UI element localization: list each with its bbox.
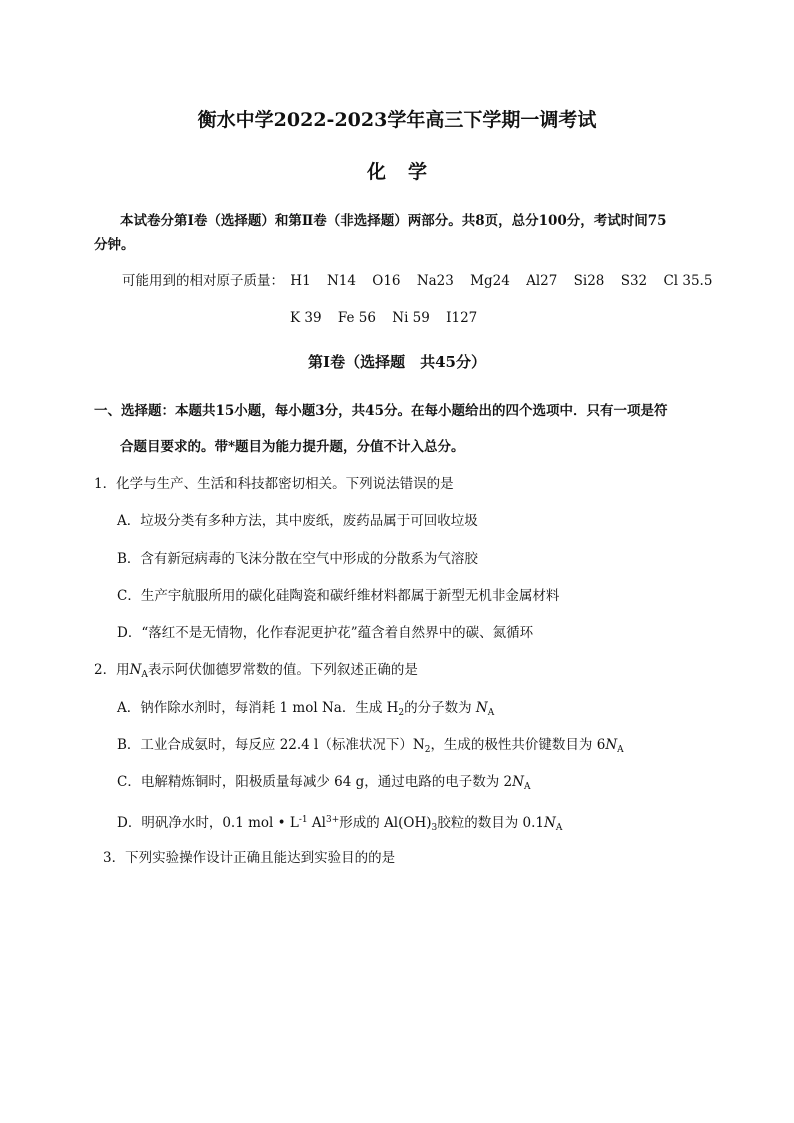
- mass-mg: Mg24: [470, 273, 510, 289]
- q2-b-subscript: 2: [424, 745, 431, 755]
- q1-option-d: D．“落红不是无情物，化作春泥更护花”蕴含着自然界中的碳、氮循环: [117, 625, 534, 641]
- q2-d-na-sub: A: [555, 823, 563, 833]
- section-1-title: 第Ⅰ卷（选择题 共45分）: [308, 353, 486, 371]
- section-1-instruction-2: 合题目要求的。带*题目为能力提升题，分值不计入总分。: [120, 439, 465, 455]
- mass-si: Si28: [573, 273, 605, 289]
- q2-d-text-2: Al: [307, 815, 326, 831]
- mass-cl: Cl 35.5: [663, 273, 713, 289]
- q2-c-na-sub: A: [523, 782, 531, 792]
- q2-d-text-3: 形成的 Al(OH): [339, 815, 432, 831]
- q2-a-text: A．钠作除水剂时，每消耗 1 mol Na．生成 H: [117, 700, 399, 716]
- q2-b-na-sub: A: [617, 745, 624, 755]
- q2-c-na: N: [512, 774, 524, 790]
- mass-s: S32: [620, 273, 648, 289]
- mass-ni: Ni 59: [392, 310, 430, 326]
- q2-option-c: [117, 773, 530, 796]
- q1-option-c: C．生产宇航服所用的碳化硅陶瓷和碳纤维材料都属于新型无机非金属材料: [117, 588, 560, 604]
- mass-fe: Fe 56: [337, 310, 376, 326]
- subject-title: 化学: [366, 161, 449, 183]
- q2-b-text-2: ，生成的极性共价键数目为 6: [430, 737, 606, 753]
- atomic-masses-label: 可能用到的相对原子质量：: [122, 273, 284, 289]
- q2-d-text-4: 胶粒的数目为 0.1: [437, 815, 544, 831]
- mass-h: H1: [290, 273, 311, 289]
- q1-option-b: B．含有新冠病毒的飞沫分散在空气中形成的分散系为气溶胶: [117, 551, 478, 567]
- q2-na-subscript: A: [141, 670, 148, 680]
- q2-stem: [94, 661, 418, 684]
- q2-stem-pre: 2．用: [94, 662, 130, 678]
- mass-o: O16: [372, 273, 401, 289]
- q2-c-text: C．电解精炼铜时，阳极质量每减少 64 g，通过电路的电子数为 2: [117, 774, 513, 790]
- exam-title: 衡水中学2022-2023学年高三下学期一调考试: [197, 109, 597, 131]
- intro-line-2: 分钟。: [94, 237, 135, 253]
- q2-b-text: B．工业合成氨时，每反应 22.4 l（标准状况下）N: [117, 737, 425, 753]
- q2-option-a: [117, 699, 494, 722]
- q2-a-na-sub: A: [487, 708, 495, 718]
- q2-a-subscript: 2: [398, 708, 405, 718]
- q2-a-na: N: [475, 700, 488, 716]
- intro-line-1: 本试卷分第Ⅰ卷（选择题）和第Ⅱ卷（非选择题）两部分。共8页，总分100分，考试时间75: [120, 213, 667, 229]
- q2-na-symbol: N: [129, 662, 142, 678]
- q2-d-superscript-2: 3+: [325, 815, 340, 825]
- mass-na: Na23: [416, 273, 454, 289]
- section-1-instruction-1: 一、选择题：本题共15小题，每小题3分，共45分。在每小题给出的四个选项中．只有一项是符: [94, 403, 668, 419]
- mass-k: K 39: [290, 310, 322, 326]
- q2-d-text: D．明矾净水时，0.1 mol • L: [117, 815, 299, 831]
- atomic-masses-row-1: [122, 272, 724, 290]
- q2-d-na: N: [544, 815, 556, 831]
- q2-d-superscript: -1: [298, 815, 308, 825]
- q2-option-d: [117, 811, 562, 837]
- mass-n: N14: [326, 273, 356, 289]
- q2-d-subscript: 3: [431, 823, 438, 833]
- q2-stem-post: 表示阿伏伽德罗常数的值。下列叙述正确的是: [147, 662, 418, 678]
- q1-stem: 1．化学与生产、生活和科技都密切相关。下列说法错误的是: [94, 476, 454, 492]
- q1-option-a: A．垃圾分类有多种方法，其中废纸，废药品属于可回收垃圾: [117, 513, 478, 529]
- atomic-masses-row-2: [290, 309, 489, 327]
- mass-i: I127: [446, 310, 478, 326]
- q2-b-na: N: [605, 737, 618, 753]
- q2-option-b: [117, 736, 624, 759]
- q2-a-text-2: 的分子数为: [404, 700, 476, 716]
- q3-stem: 3．下列实验操作设计正确且能达到实验目的的是: [103, 850, 396, 866]
- mass-al: Al27: [526, 273, 558, 289]
